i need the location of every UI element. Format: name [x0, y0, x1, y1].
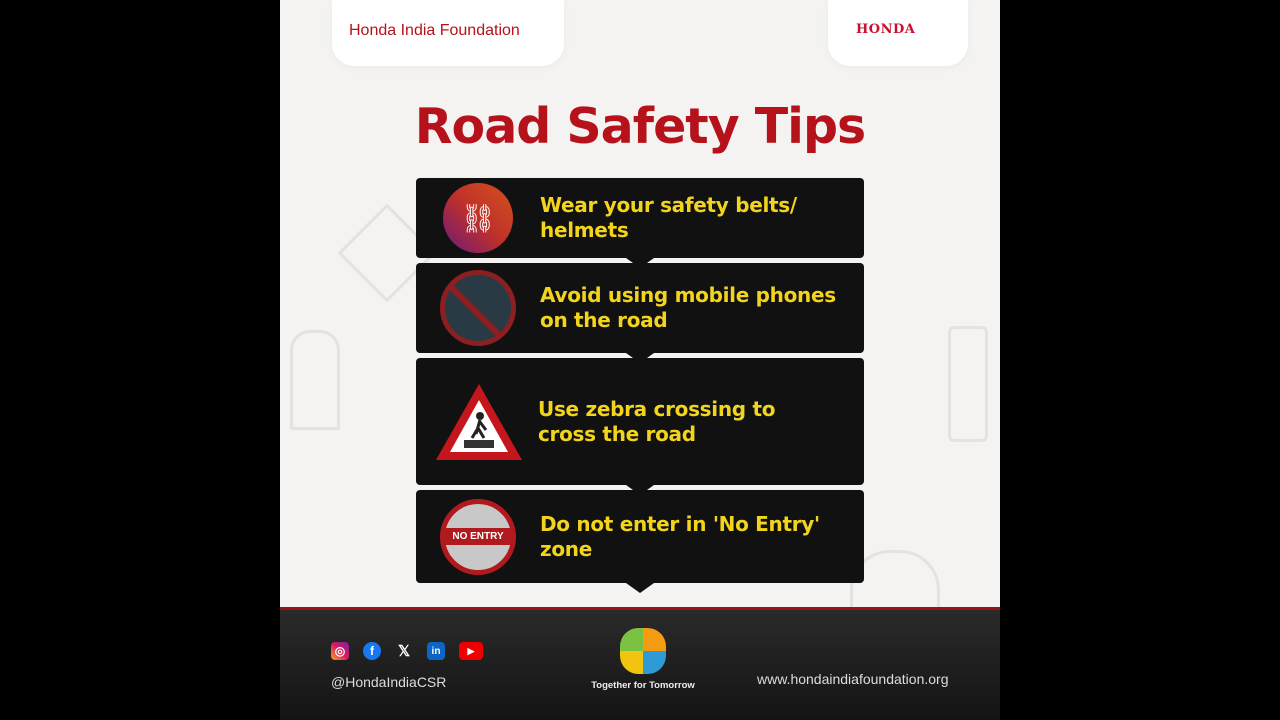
tip-text-line: helmets: [540, 218, 629, 242]
poster: [280, 0, 1000, 720]
tip-text-line: zone: [540, 536, 592, 561]
seatbelt-icon: ⛓: [438, 178, 518, 258]
tip-text-line: cross the road: [538, 421, 696, 446]
tip-text-line: Avoid using mobile phones: [540, 283, 836, 307]
x-icon[interactable]: 𝕏: [397, 643, 411, 660]
facebook-icon[interactable]: f: [363, 642, 381, 660]
tip-text-line: Do not enter in 'No Entry': [540, 511, 820, 536]
no-phone-icon: [438, 268, 518, 348]
instagram-icon[interactable]: ◎: [331, 642, 349, 660]
page-title: Road Safety Tips: [414, 98, 866, 155]
tip-text-line: on the road: [540, 308, 668, 332]
footer: [280, 607, 1000, 720]
cone-decoration: [290, 330, 340, 430]
website-link[interactable]: www.hondaindiafoundation.org: [757, 671, 949, 687]
tip-text-line: Wear your safety belts/: [540, 193, 797, 217]
tip-no-entry: [416, 490, 864, 583]
chevron-connector: [626, 583, 654, 593]
tip-zebra-crossing: [416, 358, 864, 485]
honda-logo: HONDA: [828, 0, 968, 66]
tip-text-line: Use zebra crossing to: [538, 396, 776, 421]
youtube-icon[interactable]: ▶: [459, 642, 483, 660]
zebra-crossing-icon: [434, 382, 524, 462]
social-handle: @HondaIndiaCSR: [331, 674, 447, 690]
tip-seatbelt: [416, 178, 864, 258]
org-name: Honda India Foundation: [332, 0, 564, 66]
linkedin-icon[interactable]: in: [427, 642, 445, 660]
traffic-light-decoration: [948, 326, 988, 442]
no-entry-icon: [438, 497, 518, 577]
no-entry-sign-text: NO ENTRY: [445, 528, 511, 545]
tip-mobile-phone: [416, 263, 864, 353]
together-logo: [620, 628, 666, 674]
tagline: Together for Tomorrow: [591, 680, 695, 691]
